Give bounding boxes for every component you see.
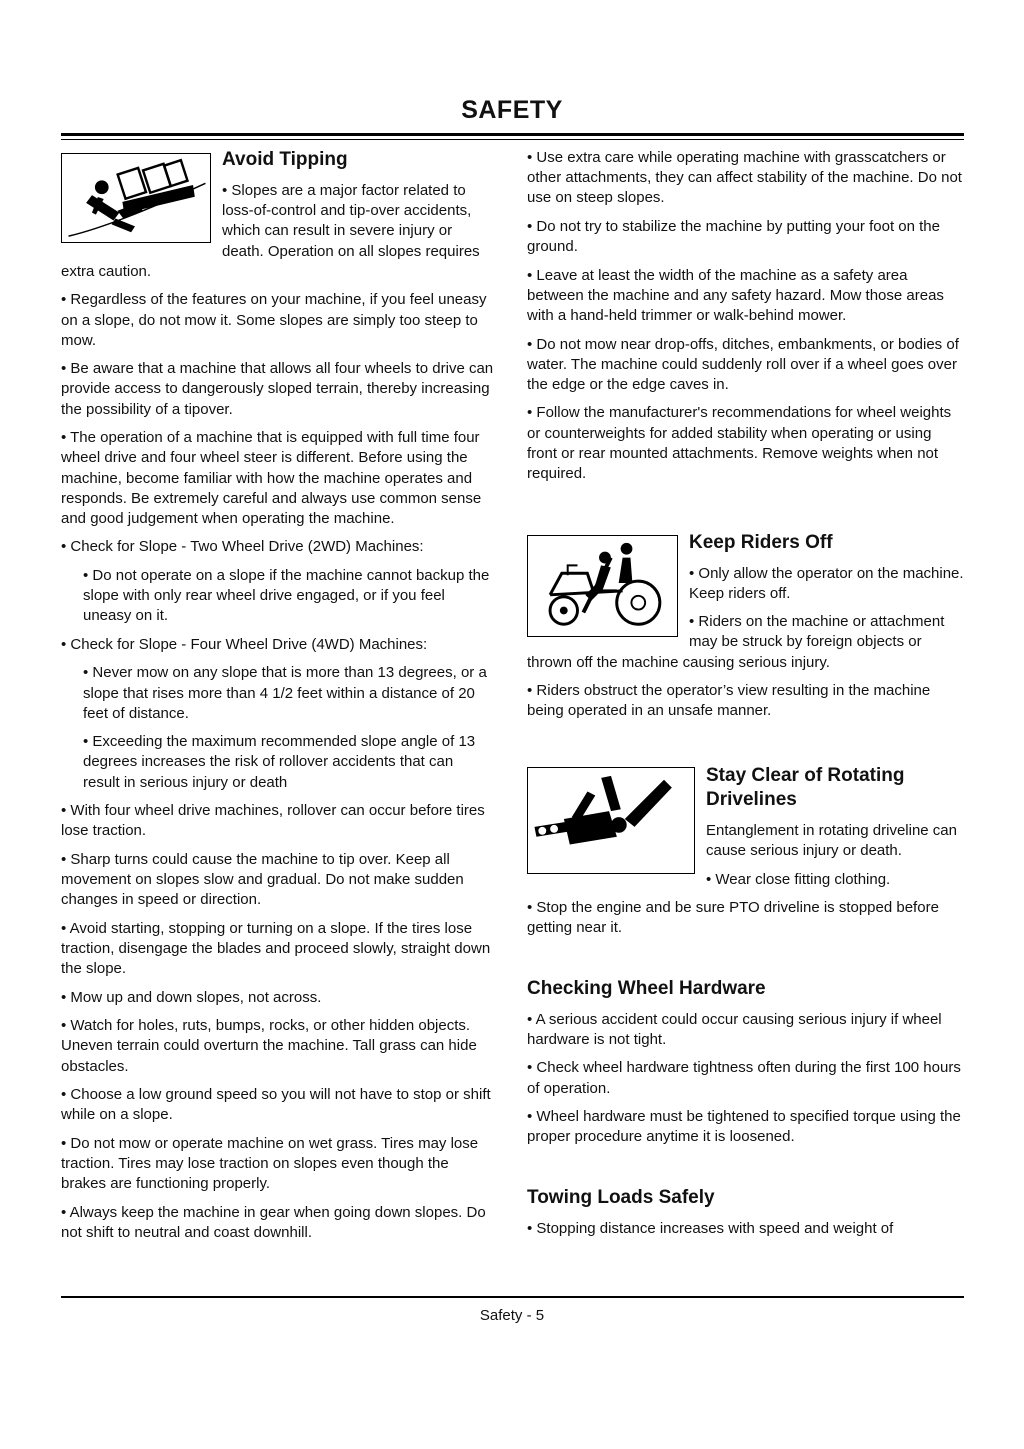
left-paragraph: • Watch for holes, ruts, bumps, rocks, or other hidden objects. Uneven terrain could overturn the machine. Tall grass can hide obstacles. <box>61 1017 477 1075</box>
left-paragraph: • Check for Slope - Four Wheel Drive (4WD) Machines: <box>61 635 428 653</box>
right-paragraph: • Do not try to stabilize the machine by putting your foot on the ground. <box>527 217 940 256</box>
right-column <box>527 148 964 1247</box>
driveline-paragraph: Entanglement in rotating driveline can cause serious injury or death. <box>706 821 957 860</box>
riders-paragraph: • Only allow the operator on the machine. Keep riders off. <box>689 564 964 602</box>
tipping-hazard-icon <box>61 153 211 243</box>
keep-riders-off-heading: Keep Riders Off <box>689 531 833 553</box>
footer-rule <box>61 1296 964 1298</box>
riders-paragraph: • Riders obstruct the operator’s view resulting in the machine being operated in an unsafe manner. <box>527 682 931 720</box>
left-paragraph: • Be aware that a machine that allows all four wheels to drive can provide access to dangerously sloped terrain, thereby increasing the possibility of a tipover. <box>61 360 494 418</box>
header-rule-thin <box>61 139 964 140</box>
left-paragraph: • The operation of a machine that is equipped with full time four wheel drive and four wheel steer is different. Before using the machine, become familiar with how the machine operates and responds. Be extremely careful and always use common sense and good judgement when operating the machine. <box>61 429 482 527</box>
checking-wheel-hardware-heading: Checking Wheel Hardware <box>527 977 766 999</box>
right-paragraph: • Do not mow near drop-offs, ditches, embankments, or bodies of water. The machine could suddenly roll over if a wheel goes over the edge or the edge caves in. <box>527 335 959 393</box>
left-paragraph: • Check for Slope - Two Wheel Drive (2WD) Machines: <box>61 538 424 556</box>
wheel-paragraph: • Check wheel hardware tightness often during the first 100 hours of operation. <box>527 1059 961 1097</box>
left-subparagraph: • Exceeding the maximum recommended slope angle of 13 degrees increases the risk of rollover accidents that can result in serious injury or death <box>83 733 476 791</box>
left-paragraph: • Slopes are a major factor related to loss-of-control and tip-over accidents, which can result in severe injury or death. Operation on all slopes requires extra caution. <box>61 182 480 280</box>
left-paragraph: • With four wheel drive machines, rollover can occur before tires lose traction. <box>61 802 485 840</box>
left-paragraph: • Always keep the machine in gear when going down slopes. Do not shift to neutral and coast downhill. <box>61 1203 486 1241</box>
driveline-entanglement-icon <box>527 767 695 874</box>
left-paragraph: • Choose a low ground speed so you will not have to stop or shift while on a slope. <box>61 1086 491 1124</box>
left-paragraph: • Regardless of the features on your machine, if you feel uneasy on a slope, do not mow it. Some slopes are simply too steep to mow. <box>61 291 487 349</box>
right-paragraph: • Follow the manufacturer's recommendations for wheel weights or counterweights for added stability when operating or using front or rear mounted attachments. Remove weights when not required. <box>527 404 952 483</box>
right-paragraph: • Leave at least the width of the machine as a safety area between the machine and any safety hazard. Mow those areas with a hand-held trimmer or walk-behind mower. <box>527 266 944 325</box>
driveline-paragraph: • Wear close fitting clothing. <box>706 870 891 888</box>
no-riders-icon <box>527 535 678 637</box>
page-footer: Safety - 5 <box>479 1307 545 1324</box>
left-subparagraph: • Never mow on any slope that is more than 13 degrees, or a slope that rises more than 4 1/2 feet within a distance of 20 feet of distance. <box>83 664 487 722</box>
page-title: SAFETY <box>461 96 563 124</box>
left-paragraph: • Avoid starting, stopping or turning on a slope. If the tires lose traction, disengage the blades and proceed slowly, straight down the slope. <box>61 919 491 978</box>
header-rule <box>61 133 964 136</box>
wheel-paragraph: • A serious accident could occur causing serious injury if wheel hardware is not tight. <box>527 1010 942 1048</box>
stay-clear-drivelines-heading: Stay Clear of Rotating Drivelines <box>706 764 905 810</box>
left-paragraph: • Sharp turns could cause the machine to tip over. Keep all movement on slopes slow and gradual. Do not make sudden changes in speed or direction. <box>61 850 464 909</box>
towing-loads-heading: Towing Loads Safely <box>527 1186 715 1208</box>
left-paragraph: • Do not mow or operate machine on wet grass. Tires may lose traction. Tires may lose traction on slopes even though the brakes are functioning properly. <box>61 1134 479 1193</box>
left-column <box>61 148 494 1251</box>
towing-paragraph: • Stopping distance increases with speed and weight of <box>527 1219 894 1237</box>
driveline-paragraph: • Stop the engine and be sure PTO driveline is stopped before getting near it. <box>527 899 939 937</box>
right-paragraph: • Use extra care while operating machine with grasscatchers or other attachments, they can affect stability of the machine. Do not use on steep slopes. <box>527 149 962 207</box>
left-paragraph: • Mow up and down slopes, not across. <box>61 988 322 1006</box>
avoid-tipping-heading: Avoid Tipping <box>222 149 348 170</box>
riders-paragraph: • Riders on the machine or attachment may be struck by foreign objects or thrown off the machine causing serious injury. <box>527 613 945 671</box>
wheel-paragraph: • Wheel hardware must be tightened to specified torque using the proper procedure anytime it is loosened. <box>527 1108 961 1146</box>
left-subparagraph: • Do not operate on a slope if the machine cannot backup the slope with only rear wheel drive engaged, or if you feel uneasy on it. <box>83 566 490 625</box>
